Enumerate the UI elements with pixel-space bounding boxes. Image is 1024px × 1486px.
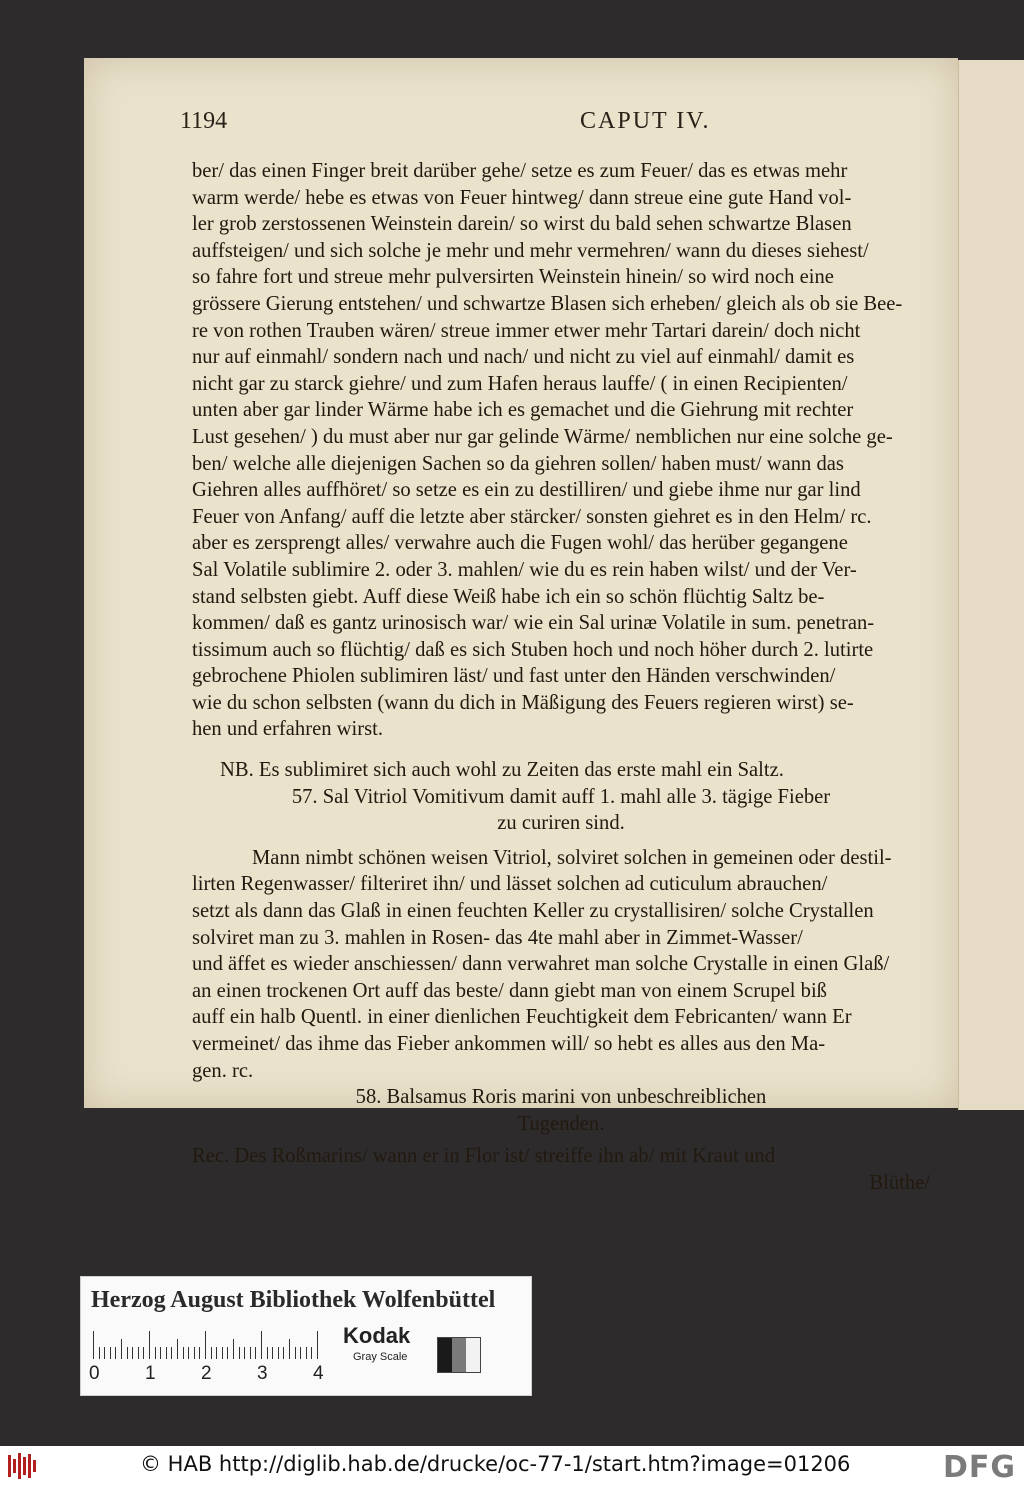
ruler-tick xyxy=(166,1347,167,1359)
ruler-tick xyxy=(199,1347,200,1359)
body-line: warm werde/ hebe es etwas von Feuer hintweg/ dann streue eine gute Hand vol- xyxy=(192,186,852,209)
section-57-line: setzt als dann das Glaß in einen feuchten Keller zu crystallisiren/ solche Crystallen xyxy=(192,900,874,923)
section-57-heading-cont: zu curiren sind. xyxy=(497,812,625,835)
section-57-heading: 57. Sal Vitriol Vomitivum damit auff 1. mahl alle 3. tägige Fieber xyxy=(291,785,831,808)
gray-scale-patch xyxy=(437,1337,481,1373)
ruler-tick xyxy=(216,1347,217,1359)
body-line: Lust gesehen/ ) du must aber nur gar gelinde Wärme/ nemblichen nur eine solche ge- xyxy=(192,425,893,448)
body-line: ben/ welche alle diejenigen Sachen so da giehren sollen/ haben must/ wann das xyxy=(192,452,844,475)
body-line: tissimum auch so flüchtig/ daß es sich Stuben hoch und noch höher durch 2. lutirte xyxy=(192,638,874,661)
ruler-tick xyxy=(295,1347,296,1359)
ruler-number: 4 xyxy=(313,1363,324,1384)
ruler-tick xyxy=(261,1331,262,1359)
page-header xyxy=(180,108,940,144)
body-line: wie du schon selbsten (wann du dich in Mäßigung des Feuers regieren wirst) se- xyxy=(192,691,854,714)
ruler-tick xyxy=(244,1347,245,1359)
ruler-tick xyxy=(306,1347,307,1359)
body-line: auffsteigen/ und sich solche je mehr und mehr vermehren/ wann du dieses siehest/ xyxy=(192,239,869,262)
body-line: kommen/ daß es gantz urinosisch war/ wie ein Sal urinæ Volatile in sum. penetran- xyxy=(192,612,875,635)
ruler-tick xyxy=(289,1339,290,1359)
ruler-tick xyxy=(132,1347,133,1359)
adjacent-page-edge xyxy=(958,60,1024,1110)
ruler-numbers xyxy=(89,1363,339,1385)
body-line: nur auf einmahl/ sondern nach und nach/ und nicht zu viel auf einmahl/ damit es xyxy=(192,346,855,369)
ruler-number: 0 xyxy=(89,1363,100,1384)
ruler-tick xyxy=(143,1347,144,1359)
ruler-tick xyxy=(278,1347,279,1359)
footer-copyright-link[interactable]: © HAB http://diglib.hab.de/drucke/oc-77-1/start.htm?image=01206 xyxy=(140,1452,851,1476)
body-line: Feuer von Anfang/ auff die letzte aber stärcker/ sonsten giehret es in den Helm/ rc. xyxy=(192,505,872,528)
ruler-tick xyxy=(250,1347,251,1359)
section-57-line: solviret man zu 3. mahlen in Rosen- das 4te mahl aber in Zimmet-Wasser/ xyxy=(192,926,803,949)
ruler-tick xyxy=(138,1347,139,1359)
section-58-heading-cont: Tugenden. xyxy=(517,1112,605,1135)
ruler-tick xyxy=(160,1347,161,1359)
ruler-tick xyxy=(211,1347,212,1359)
page-number: 1194 xyxy=(180,108,228,134)
ruler-tick xyxy=(233,1339,234,1359)
body-line: nicht gar zu starck giehre/ und zum Hafen heraus lauffe/ ( in einen Recipienten/ xyxy=(192,372,848,395)
section-57-line: an einen trockenen Ort auff das beste/ dann giebt man von einem Scrupel biß xyxy=(192,979,827,1002)
body-line: hen und erfahren wirst. xyxy=(192,718,383,741)
color-calibration-card xyxy=(80,1276,532,1396)
ruler-tick xyxy=(115,1347,116,1359)
ruler-tick xyxy=(272,1347,273,1359)
section-57-line: und äffet es wieder anschiessen/ dann verwahret man solche Crystalle in einen Glaß/ xyxy=(192,953,890,976)
ruler-tick xyxy=(222,1347,223,1359)
body-line: ler grob zerstossenen Weinstein darein/ so wirst du bald sehen schwartze Blasen xyxy=(192,213,852,236)
section-57-line: auff ein halb Quentl. in einer dienlichen Feuchtigkeit dem Febricanten/ wann Er xyxy=(192,1006,852,1029)
ruler-tick xyxy=(183,1347,184,1359)
book-page xyxy=(84,58,958,1194)
ruler-tick xyxy=(99,1347,100,1359)
recipe-line: Rec. Des Roßmarins/ wann er in Flor ist/ streiffe ihn ab/ mit Kraut und xyxy=(192,1145,776,1168)
body-line: aber es zersprengt alles/ verwahre auch die Fugen wohl/ das herüber gegangene xyxy=(192,532,848,555)
catchword: Blüthe/ xyxy=(869,1171,930,1194)
text-block xyxy=(192,158,930,1197)
running-head: CAPUT IV. xyxy=(580,108,711,134)
ruler-number: 3 xyxy=(257,1363,268,1384)
ruler-tick xyxy=(283,1347,284,1359)
ruler-tick xyxy=(267,1347,268,1359)
body-line: grössere Gierung entstehen/ und schwartze Blasen sich erheben/ gleich als ob sie Bee- xyxy=(192,292,903,315)
section-57-line: vermeinet/ das ihme das Fieber ankommen will/ so hebt es alles aus den Ma- xyxy=(192,1033,826,1055)
kodak-subtitle: Gray Scale xyxy=(353,1351,408,1363)
footer-bar xyxy=(0,1446,1024,1486)
section-58-heading: 58. Balsamus Roris marini von unbeschreiblichen xyxy=(355,1086,767,1109)
body-line: Giehren alles auffhöret/ so setze es ein zu destilliren/ und giebe ihme nur gar lind xyxy=(192,479,861,502)
body-line: gebrochene Phiolen sublimiren läst/ und fast unter den Händen verschwinden/ xyxy=(192,665,836,688)
ruler-tick xyxy=(127,1347,128,1359)
ruler-tick xyxy=(239,1347,240,1359)
ruler-tick xyxy=(188,1347,189,1359)
body-line: re von rothen Trauben wären/ streue immer etwer mehr Tartari darein/ doch nicht xyxy=(192,319,861,342)
ruler-tick xyxy=(149,1331,150,1359)
institution-label: Herzog August Bibliothek Wolfenbüttel xyxy=(91,1287,496,1313)
hab-logo-icon xyxy=(8,1452,40,1480)
nota-bene-line: NB. Es sublimiret sich auch wohl zu Zeiten das erste mahl ein Saltz. xyxy=(220,759,784,782)
section-57-line: gen. rc. xyxy=(192,1059,254,1082)
ruler-tick xyxy=(177,1339,178,1359)
ruler-tick xyxy=(311,1347,312,1359)
measurement-ruler xyxy=(93,1329,331,1359)
body-line: Sal Volatile sublimire 2. oder 3. mahlen/ wie du es rein haben wilst/ und der Ver- xyxy=(192,558,857,581)
ruler-tick xyxy=(110,1347,111,1359)
ruler-tick xyxy=(205,1331,206,1359)
section-57-line: Mann nimbt schönen weisen Vitriol, solviret solchen in gemeinen oder destil- xyxy=(252,846,892,869)
kodak-brand: Kodak xyxy=(343,1323,411,1348)
ruler-tick xyxy=(171,1347,172,1359)
ruler-tick xyxy=(155,1347,156,1359)
body-line: unten aber gar linder Wärme habe ich es gemachet und die Giehrung mit rechter xyxy=(192,399,854,422)
ruler-tick xyxy=(194,1347,195,1359)
ruler-tick xyxy=(121,1339,122,1359)
ruler-tick xyxy=(255,1347,256,1359)
body-line: so fahre fort und streue mehr pulversirten Weinstein hinein/ so wird noch eine xyxy=(192,266,834,289)
section-57-line: lirten Regenwasser/ filteriret ihn/ und lässet solchen ad cuticulum abrauchen/ xyxy=(192,873,828,896)
ruler-tick xyxy=(93,1331,94,1359)
ruler-tick xyxy=(300,1347,301,1359)
body-line: stand selbsten giebt. Auff diese Weiß habe ich ein so schön flüchtig Saltz be- xyxy=(192,585,825,608)
ruler-tick xyxy=(227,1347,228,1359)
ruler-number: 2 xyxy=(201,1363,212,1384)
ruler-tick xyxy=(317,1331,318,1359)
dfg-logo: DFG xyxy=(942,1450,1016,1485)
ruler-tick xyxy=(104,1347,105,1359)
ruler-number: 1 xyxy=(145,1363,156,1384)
body-line: ber/ das einen Finger breit darüber gehe/ setze es zum Feuer/ das es etwas mehr xyxy=(192,160,848,182)
